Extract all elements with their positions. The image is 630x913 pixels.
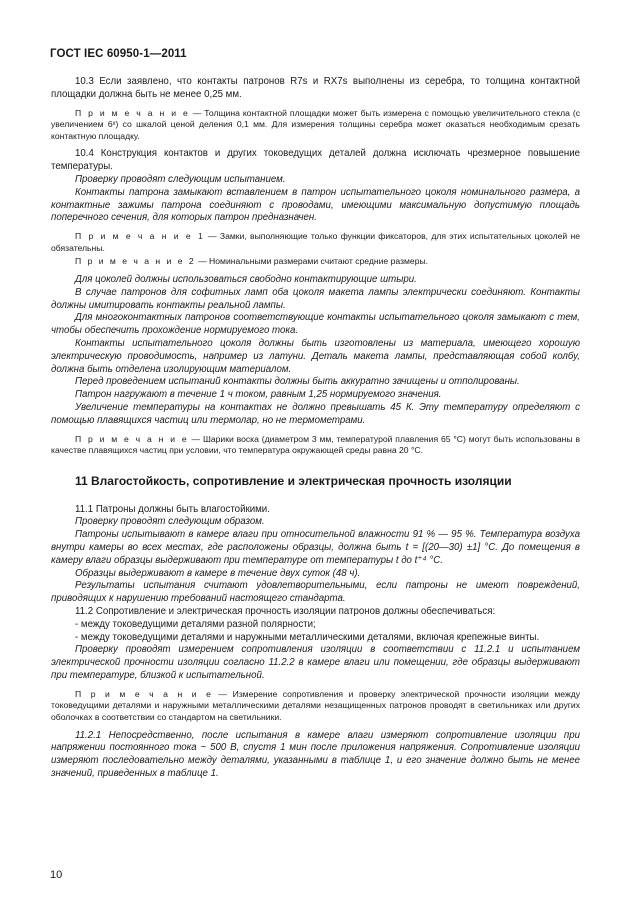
clause-11-2: 11.2 Сопротивление и электрическая прочность изоляции патронов должны обеспечиваться: <box>75 606 496 618</box>
clause-10-4: 10.4 Конструкция контактов и других токоведущих деталей должна исключать чрезмерное повышение температуры. <box>51 148 580 173</box>
document-body <box>51 76 580 781</box>
section-11-heading: 11 Влагостойкость, сопротивление и электрическая прочность изоляции <box>75 473 512 488</box>
note-1: П р и м е ч а н и е 1 — Замки, выполняющие только функции фиксаторов, для этих испытательных цоколей не обязательны. <box>51 231 580 253</box>
clause-11-2-1: 11.2.1 Непосредственно, после испытания в камере влаги измеряют сопротивление изоляции при напряжении постоянного тока ~ 500 В, спустя 1 мин после приложения напряжения. Сопротивление изоляции измеряют последовательно между деталями, указанными в таблице 1, и его значение должно быть не менее значений, приведенных в таблице 1. <box>51 729 580 780</box>
list-item-polarity: - между токоведущими деталями разной полярности; <box>75 618 316 630</box>
note-insulation: П р и м е ч а н и е — Измерение сопротивления и проверку электрической прочности изоляции между токоведущими деталями и наружными металлическими деталями незащищенных патронов проводят в светильниках или других оболочках в соответствии со стандартом на светильники. <box>51 688 581 723</box>
test-cleaning: Перед проведением испытаний контакты должны быть аккуратно зачищены и отполированы. <box>75 376 520 388</box>
test-11-1-intro: Проверку проводят следующим образом. <box>75 516 265 528</box>
document-header: ГОСТ IEC 60950-1—2011 <box>50 48 187 60</box>
test-temperature: Увеличение температуры на контактах не должно превышать 45 К. Эту температуру определяют с помощью плавящихся частиц или термолар, но не термометрами. <box>51 401 580 426</box>
test-load: Патрон нагружают в течение 1 ч током, равным 1,25 нормируемого значения. <box>75 389 442 401</box>
test-multicontact: Для многоконтактных патронов соответствующие контакты испытательного цоколя замыкают с тем, чтобы обеспечить прохождение нормируемого тока. <box>51 312 580 337</box>
test-sofit: В случае патронов для софитных ламп оба цоколя макета лампы электрически соединяют. Контакты должны имитировать контакты реальной лампы. <box>51 286 580 311</box>
note-2: П р и м е ч а н и е 2 — Номинальными размерами считают средние размеры. <box>75 256 429 267</box>
note-wax: П р и м е ч а н и е — Шарики воска (диаметром 3 мм, температурой плавления 65 °С) могут быть использованы в качестве плавящихся частиц при условии, что температура окружающей среды равна 20 °С. <box>51 433 581 456</box>
page-number: 10 <box>50 869 63 881</box>
clause-11-1: 11.1 Патроны должны быть влагостойкими. <box>75 503 270 515</box>
clause-10-3: 10.3 Если заявлено, что контакты патронов R7s и RX7s выполнены из серебра, то толщина контактной площадки должна быть не менее 0,25 мм. <box>51 76 580 100</box>
test-duration: Образцы выдерживают в камере в течение двух суток (48 ч). <box>75 567 361 579</box>
note-10-3: П р и м е ч а н и е — Толщина контактной площадки может быть измерена с помощью увеличительного стекла (с увеличением 6ˣ) со шкалой ценой деления 0,1 мм. Для измерения толщины серебра может оказаться необходимым срезать контактную площадку. <box>51 107 580 141</box>
list-item-metal-parts: - между токоведущими деталями и наружными металлическими деталями, включая крепежные винты. <box>75 631 540 643</box>
test-insulation: Проверку проводят измерением сопротивления изоляции в соответствии с 11.2.1 и испытанием электрической прочности изоляции согласно 11.2.2 в камере влаги или помещении, где образцы выдерживают при температуре, близкой к испытательной. <box>51 644 580 682</box>
test-material: Контакты испытательного цоколя должны быть изготовлены из материала, имеющего хорошую электрическую проводимость, например из латуни. Деталь макета лампы, представляющая собой колбу, должна быть отделена изолирующим материалом. <box>51 337 580 375</box>
test-results: Результаты испытания считают удовлетворительными, если патроны не имеют повреждений, приводящих к нарушению требований настоящего стандарта. <box>51 580 580 605</box>
test-pins: Для цоколей должны использоваться свободно контактирующие штыри. <box>75 273 417 285</box>
test-intro: Проверку проводят следующим испытанием. <box>75 173 286 185</box>
test-setup: Контакты патрона замыкают вставлением в патрон испытательного цоколя номинального размера, а контактные зажимы патрона соединяют с проводами, имеющими максимальную допустимую площадь поперечного сечения, для которых патрон предназначен. <box>51 186 580 224</box>
test-humidity: Патроны испытывают в камере влаги при относительной влажности 91 % — 95 %. Температура воздуха внутри камеры во всех местах, где расположены образцы, должна быть t = [(20—30) ±1] °С. До помещения в камеру влаги образцы выдерживают при температуре от температуры t до t⁺⁴ °С. <box>51 529 580 566</box>
